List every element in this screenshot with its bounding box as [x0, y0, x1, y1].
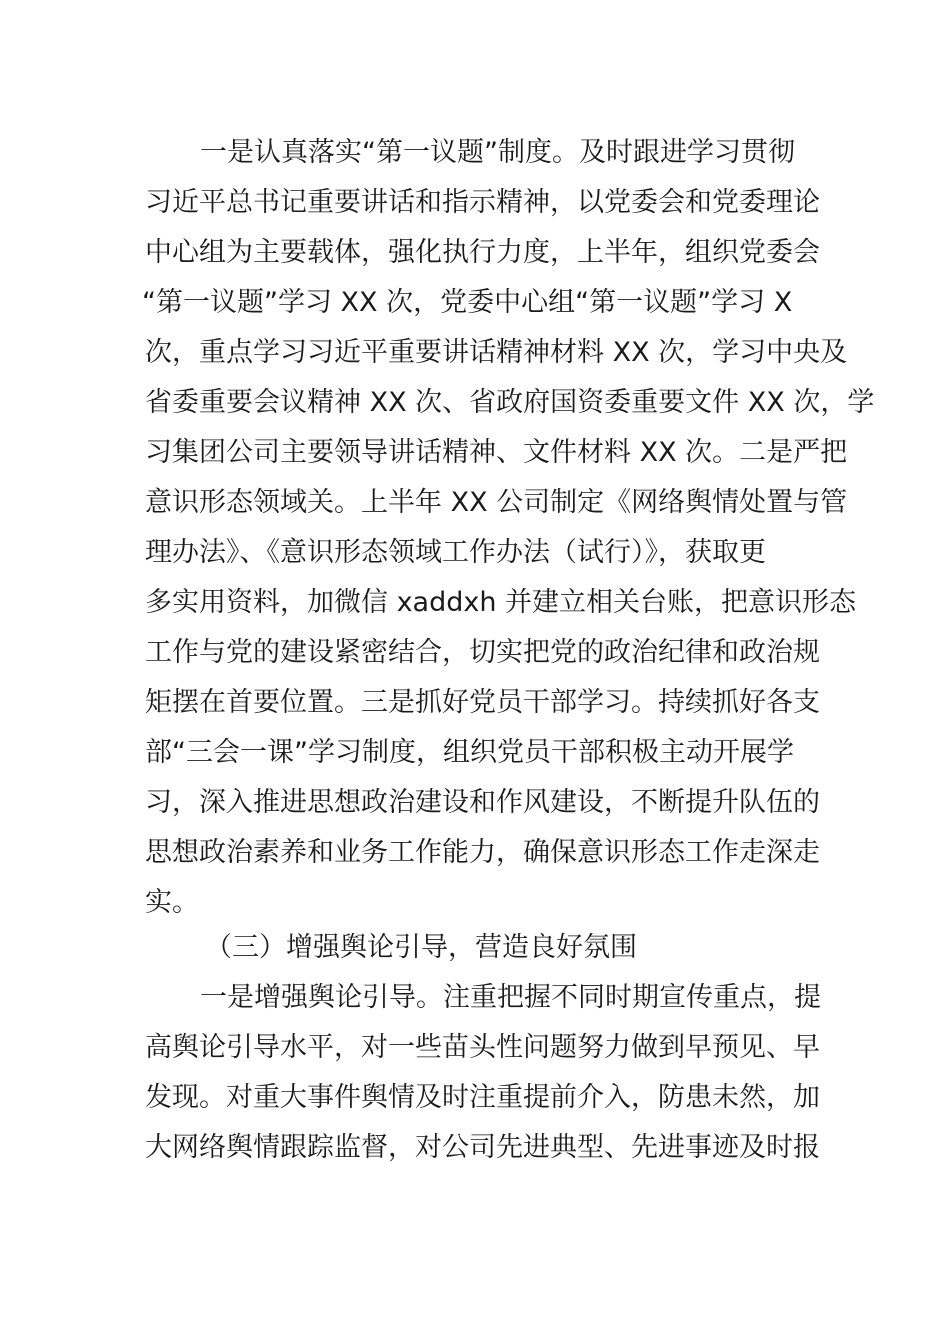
- paragraph-line: 理办法》、《意识形态领域工作办法（试行）》，获取更: [145, 537, 766, 568]
- paragraph-line: 省委重要会议精神 XX 次、省政府国资委重要文件 XX 次，学: [145, 387, 875, 418]
- paragraph-line: “第一议题”学习 XX 次，党委中心组“第一议题”学习 X: [142, 287, 793, 318]
- paragraph-line: 中心组为主要载体，强化执行力度，上半年，组织党委会: [145, 237, 820, 268]
- paragraph-line: 矩摆在首要位置。三是抓好党员干部学习。持续抓好各支: [145, 687, 820, 718]
- paragraph-line: 一是增强舆论引导。注重把握不同时期宣传重点，提: [200, 982, 821, 1013]
- paragraph-line: 高舆论引导水平，对一些苗头性问题努力做到早预见、早: [145, 1032, 820, 1063]
- paragraph-line: 工作与党的建设紧密结合，切实把党的政治纪律和政治规: [145, 637, 820, 668]
- paragraph-line: 习，深入推进思想政治建设和作风建设，不断提升队伍的: [145, 787, 820, 818]
- section-heading: （三）增强舆论引导，营造良好氛围: [205, 932, 637, 963]
- paragraph-line: 习集团公司主要领导讲话精神、文件材料 XX 次。二是严把: [145, 437, 848, 468]
- paragraph-line: 多实用资料，加微信 xaddxh 并建立相关台账，把意识形态: [145, 587, 857, 618]
- paragraph-line: 部“三会一课”学习制度，组织党员干部积极主动开展学: [145, 737, 794, 768]
- paragraph-line: 意识形态领域关。上半年 XX 公司制定《网络舆情处置与管: [145, 487, 848, 518]
- paragraph-line: 习近平总书记重要讲话和指示精神，以党委会和党委理论: [145, 187, 820, 218]
- paragraph-line: 大网络舆情跟踪监督，对公司先进典型、先进事迹及时报: [145, 1132, 820, 1163]
- paragraph-line: 发现。对重大事件舆情及时注重提前介入，防患未然，加: [145, 1082, 820, 1113]
- paragraph-line: 次，重点学习习近平重要讲话精神材料 XX 次，学习中央及: [145, 337, 848, 368]
- paragraph-line: 一是认真落实“第一议题”制度。及时跟进学习贯彻: [200, 137, 795, 168]
- paragraph-line: 思想政治素养和业务工作能力，确保意识形态工作走深走: [145, 837, 820, 868]
- paragraph-line: 实。: [145, 887, 199, 918]
